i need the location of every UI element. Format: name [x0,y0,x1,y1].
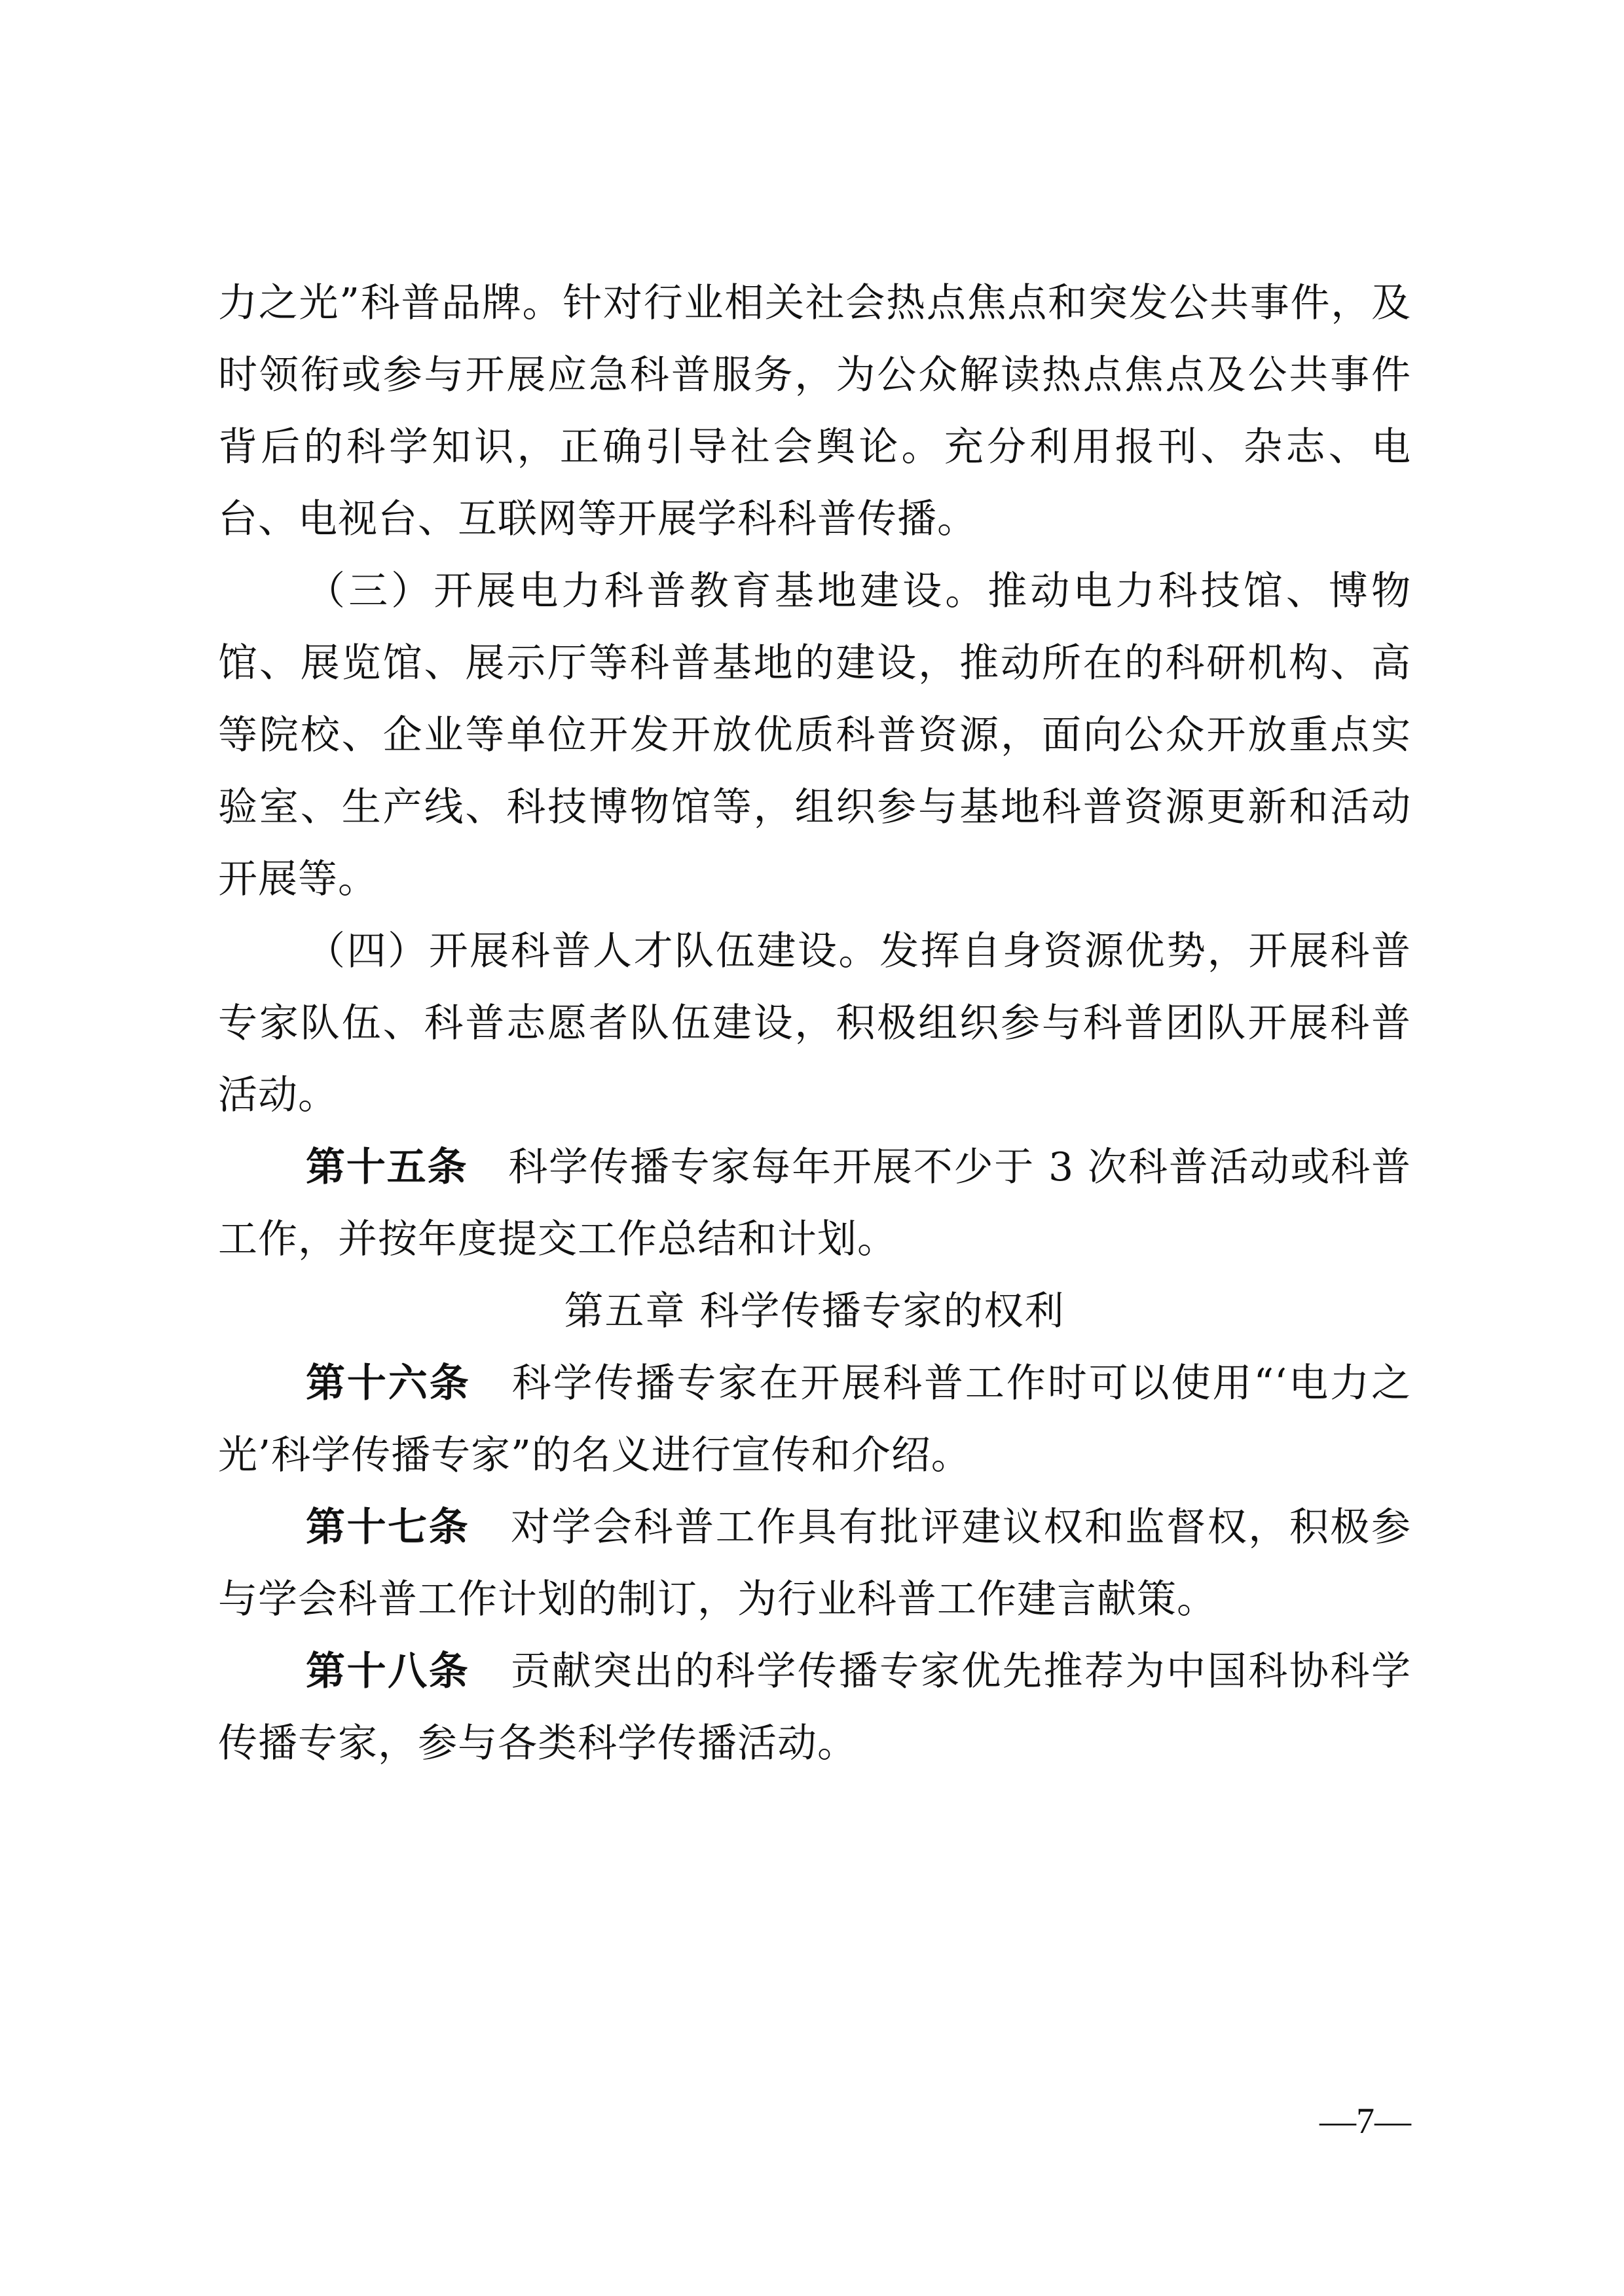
article-15 [218,1131,1411,1275]
article-18 [218,1635,1411,1779]
paragraph-science-base: （三）开展电力科普教育基地建设。推动电力科技馆、博物馆、展览馆、展示厅等科普基地的建设，推动所在的科研机构、高等院校、企业等单位开发开放优质科普资源，面向公众开放重点实验室、生产线、科技博物馆等，组织参与基地科普资源更新和活动开展等。 [218,568,1411,902]
paragraph-brand-continuation: 力之光”科普品牌。针对行业相关社会热点焦点和突发公共事件，及时领衔或参与开展应急科普服务，为公众解读热点焦点及公共事件背后的科学知识，正确引导社会舆论。充分利用报刊、杂志、电台、电视台、互联网等开展学科科普传播。 [218,280,1411,542]
article-18-text: 贡献突出的科学传播专家优先推荐为中国科协科学传播专家，参与各类科学传播活动。 [218,1649,1412,1766]
article-17-label: 第十七条 [306,1504,470,1550]
article-18-label: 第十八条 [306,1649,470,1694]
page-number: —7— [1320,2101,1411,2141]
article-16-text: 科学传播专家在开展科普工作时可以使用“‘电力之光’科学传播专家”的名义进行宣传和介绍。 [218,1360,1412,1478]
article-15-label: 第十五条 [306,1144,468,1190]
article-17 [218,1491,1411,1635]
body-text [218,267,1411,1779]
article-17-text: 对学会科普工作具有批评建议权和监督权，积极参与学会科普工作计划的制订，为行业科普工作建言献策。 [218,1504,1412,1622]
paragraph-talent-team: （四）开展科普人才队伍建设。发挥自身资源优势，开展科普专家队伍、科普志愿者队伍建设，积极组织参与科普团队开展科普活动。 [218,928,1411,1118]
article-15-text: 科学传播专家每年开展不少于 3 次科普活动或科普工作，并按年度提交工作总结和计划。 [218,1144,1411,1262]
article-16 [218,1347,1411,1491]
chapter-title: 第五章 科学传播专家的权利 [564,1288,1065,1334]
article-16-label: 第十六条 [306,1360,471,1406]
